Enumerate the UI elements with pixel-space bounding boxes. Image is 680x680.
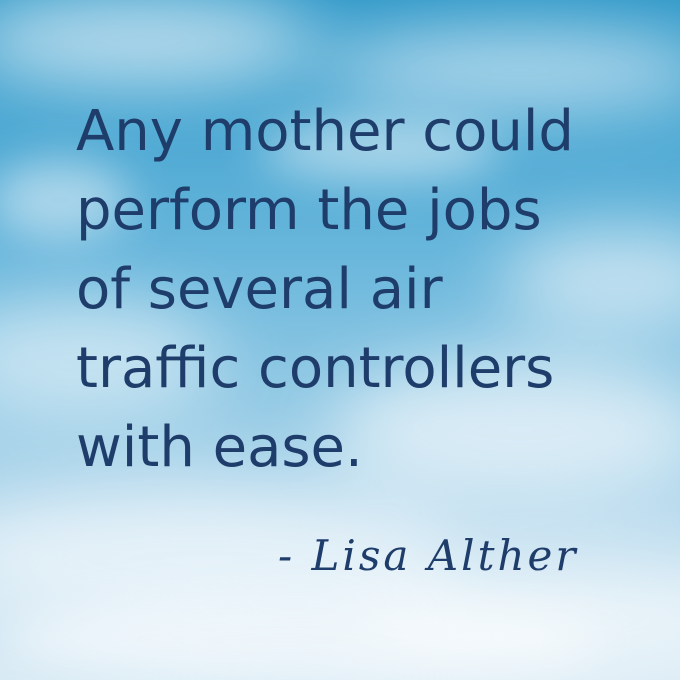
quote-line: perform the jobs bbox=[76, 178, 542, 243]
quote-text bbox=[76, 92, 666, 487]
quote-line: of several air bbox=[76, 257, 443, 322]
quote-line: with ease. bbox=[76, 415, 363, 480]
quote-line: Any mother could bbox=[76, 99, 574, 164]
quote-line: traffic controllers bbox=[76, 336, 555, 401]
quote-author: - Lisa Alther bbox=[278, 531, 579, 580]
